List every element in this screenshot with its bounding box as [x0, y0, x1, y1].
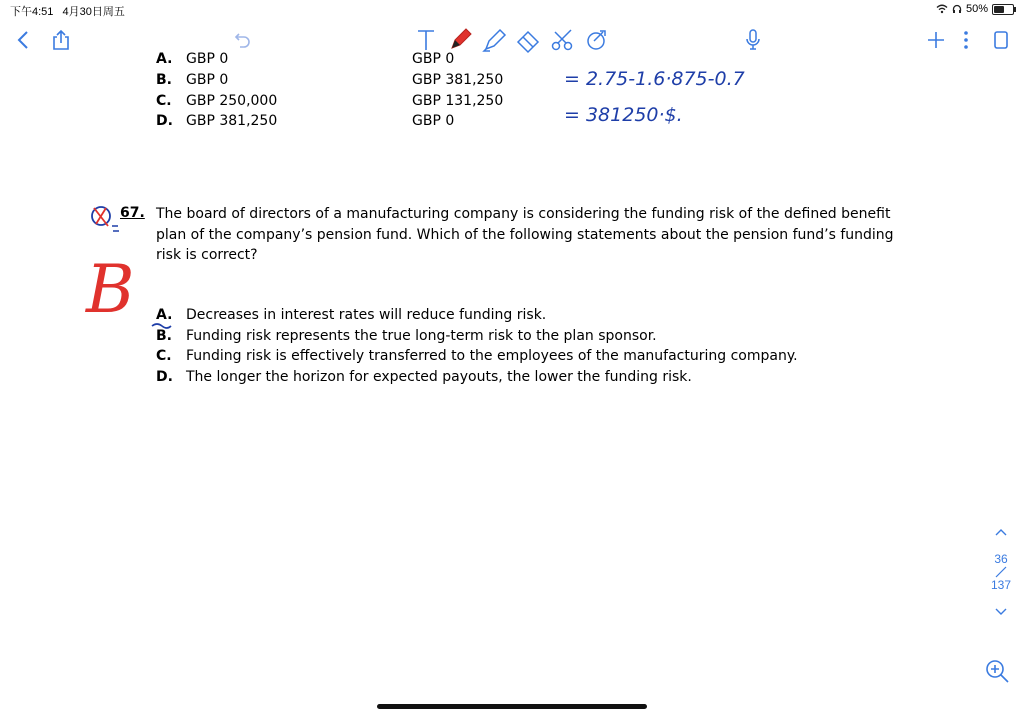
zoom-button[interactable] [984, 658, 1014, 688]
eraser-icon [514, 26, 542, 54]
share-icon [51, 29, 71, 51]
scissors-icon [549, 26, 577, 54]
page-icon [993, 30, 1009, 50]
highlighter-icon [481, 26, 509, 54]
option-c-letter: C. [156, 348, 172, 364]
chevron-left-icon [17, 30, 29, 50]
option-c[interactable] [156, 348, 956, 368]
page-navigator [986, 520, 1016, 616]
status-bar [0, 0, 1024, 20]
microphone-icon [745, 28, 761, 52]
status-date: 4月30日周五 [62, 6, 125, 18]
option-c-text: Funding risk is effectively transferred to the employees of the manufacturing company. [186, 348, 798, 364]
shapes-tool[interactable] [582, 26, 612, 54]
more-icon [963, 30, 969, 50]
option-a[interactable] [156, 307, 956, 327]
handwritten-answer: B [86, 251, 135, 328]
question-mark-annotation [88, 202, 124, 238]
more-button[interactable] [958, 26, 974, 54]
share-button[interactable] [48, 26, 74, 54]
battery-icon [992, 4, 1014, 15]
chevron-up-icon[interactable] [995, 528, 1007, 536]
total-pages: 137 [990, 578, 1012, 592]
shapes-icon [584, 27, 610, 53]
highlighter-tool[interactable] [480, 26, 510, 54]
undo-button[interactable] [230, 26, 256, 54]
pen-tool[interactable] [445, 26, 475, 54]
option-a-text: Decreases in interest rates will reduce funding risk. [186, 307, 547, 323]
option-b[interactable] [156, 328, 956, 348]
text-tool[interactable] [414, 26, 438, 54]
question-text: The board of directors of a manufacturing company is considering the funding risk of the defined benefit plan of the company’s pension fund. Which of the following statements about the pension fund’s funding risk is correct? [156, 206, 894, 263]
status-time: 下午4:51 [10, 6, 54, 18]
microphone-button[interactable] [740, 26, 766, 54]
undo-icon [233, 30, 253, 50]
eraser-tool[interactable] [513, 26, 543, 54]
question-number: 67. [120, 205, 145, 221]
plus-icon [926, 30, 946, 50]
status-left [10, 3, 125, 19]
headphones-icon [952, 4, 962, 14]
zoom-in-icon [984, 658, 1010, 684]
back-button[interactable] [12, 26, 34, 54]
text-icon [416, 28, 436, 52]
status-right [936, 3, 1014, 15]
document-page[interactable] [0, 51, 1024, 716]
handwriting-line-1: = 2.75-1.6·875-0.7 [564, 68, 745, 90]
option-d-letter: D. [156, 369, 173, 385]
chevron-down-icon[interactable] [995, 608, 1007, 616]
wifi-icon [936, 4, 948, 14]
option-a-letter: A. [156, 307, 173, 323]
option-d-text: The longer the horizon for expected payouts, the lower the funding risk. [186, 369, 692, 385]
current-page: 36 [994, 552, 1008, 566]
page-divider [994, 566, 1008, 578]
lasso-tool[interactable] [548, 26, 578, 54]
pages-button[interactable] [990, 26, 1012, 54]
pen-icon [446, 26, 474, 54]
option-b-letter: B. [156, 328, 172, 344]
battery-percent: 50% [965, 3, 988, 15]
previous-options: A. GBP 0 GBP 0 B. GBP 0 GBP 381,250 C. GBP 250,000 GBP 131,250 D. GBP 381,250 GBP 0 [156, 51, 504, 129]
add-page-button[interactable] [924, 26, 948, 54]
handwriting-line-2: = 381250·$. [564, 104, 683, 126]
toolbar [0, 20, 1024, 60]
option-b-text: Funding risk represents the true long-term risk to the plan sponsor. [186, 328, 657, 344]
home-indicator[interactable] [377, 704, 647, 709]
option-d[interactable] [156, 369, 956, 389]
